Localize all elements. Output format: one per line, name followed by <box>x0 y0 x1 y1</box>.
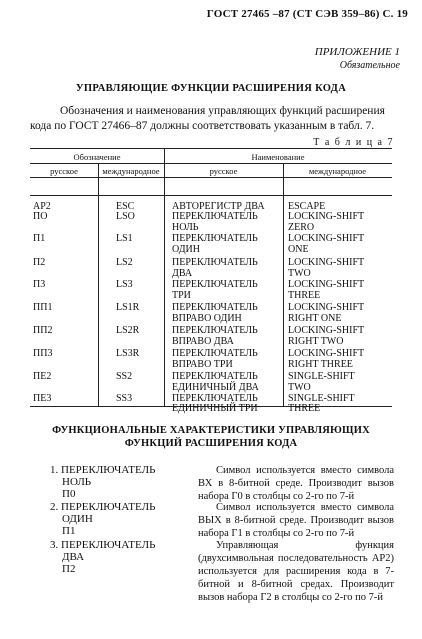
table-cell-int-name: ZERO <box>288 222 315 233</box>
table-cell-int-name: ESCAPE <box>288 201 326 212</box>
table-cell-ru-name: ПЕРЕКЛЮЧАТЕЛЬ <box>172 211 258 222</box>
table-cell-ru-name: ПЕРЕКЛЮЧАТЕЛЬ <box>172 325 258 336</box>
column-group-header: Наименование <box>251 152 305 162</box>
table-cell-int-name: LOCKING-SHIFT <box>288 302 365 313</box>
table-caption: Т а б л и ц а 7 <box>313 137 394 148</box>
table-cell-int-name: RIGHT ONE <box>288 313 342 324</box>
table-cell-int-code: LSO <box>116 211 135 222</box>
table-cell-int-name: TWO <box>288 382 311 393</box>
table-cell-ru-code: П2 <box>33 257 46 268</box>
function-name-line: ДВА <box>62 551 85 563</box>
table-cell-int-name: THREE <box>288 290 321 301</box>
table-divider <box>30 195 392 196</box>
function-name-line: 2. ПЕРЕКЛЮЧАТЕЛЬ <box>50 501 156 513</box>
table-divider <box>283 163 284 406</box>
table-cell-int-name: LOCKING-SHIFT <box>288 348 365 359</box>
table-cell-int-name: THREE <box>288 403 321 414</box>
table-cell-int-name: RIGHT TWO <box>288 336 344 347</box>
table-cell-int-code: SS2 <box>116 371 133 382</box>
table-cell-int-name: SINGLE-SHIFT <box>288 371 355 382</box>
table-cell-int-code: LS2 <box>116 257 133 268</box>
table-cell-int-name: LOCKING-SHIFT <box>288 257 365 268</box>
function-name-line: НОЛЬ <box>62 476 92 488</box>
table-cell-ru-name: ДВА <box>172 268 193 279</box>
table-cell-ru-name: ТРИ <box>172 290 191 301</box>
table-cell-ru-name: ПЕРЕКЛЮЧАТЕЛЬ <box>172 348 258 359</box>
table-7 <box>30 148 392 407</box>
table-cell-ru-name: ВПРАВО ТРИ <box>172 359 233 370</box>
function-name-line: ОДИН <box>62 513 93 525</box>
function-name-line: П1 <box>62 525 76 537</box>
table-cell-ru-code: П3 <box>33 279 46 290</box>
table-cell-ru-name: ПЕРЕКЛЮЧАТЕЛЬ <box>172 279 258 290</box>
function-name-line: 1. ПЕРЕКЛЮЧАТЕЛЬ <box>50 464 156 476</box>
table-cell-ru-code: ПП3 <box>33 348 53 359</box>
table-cell-ru-name: ЕДИНИЧНЫЙ ДВА <box>172 382 259 393</box>
running-header: ГОСТ 27465 –87 (СТ СЭВ 359–86) С. 19 <box>206 8 408 20</box>
table-cell-int-name: LOCKING-SHIFT <box>288 279 365 290</box>
column-header: международное <box>308 166 367 176</box>
function-name-line: П2 <box>62 563 76 575</box>
function-name-line: 3. ПЕРЕКЛЮЧАТЕЛЬ <box>50 539 156 551</box>
table-cell-int-code: LS2R <box>116 325 140 336</box>
table-divider <box>30 163 392 164</box>
table-cell-int-code: SS3 <box>116 393 133 404</box>
table-cell-ru-name: ПЕРЕКЛЮЧАТЕЛЬ <box>172 302 258 313</box>
table-cell-int-name: SINGLE-SHIFT <box>288 393 355 404</box>
appendix-label: ПРИЛОЖЕНИЕ 1 <box>314 46 400 58</box>
appendix-status: Обязательное <box>339 60 400 71</box>
table-cell-ru-code: ПЕ2 <box>33 371 52 382</box>
table-cell-ru-code: ПО <box>33 211 48 222</box>
intro-paragraph: Обозначения и наименования управляющих функций расширения кода по ГОСТ 27466–87 должны соответствовать указанным в табл. 7. <box>30 105 385 132</box>
table-divider <box>164 149 165 406</box>
table-cell-int-name: LOCKING-SHIFT <box>288 233 365 244</box>
table-cell-ru-name: НОЛЬ <box>172 222 199 233</box>
column-header: русское <box>50 166 78 176</box>
function-name-line: П0 <box>62 488 76 500</box>
table-cell-ru-code: ПП1 <box>33 302 53 313</box>
table-cell-ru-name: ПЕРЕКЛЮЧАТЕЛЬ <box>172 371 258 382</box>
section2-title: ФУНКЦИОНАЛЬНЫЕ ХАРАКТЕРИСТИКИ УПРАВЛЯЮЩИХ ФУНКЦИЙ РАСШИРЕНИЯ КОДА <box>52 425 370 449</box>
column-header: русское <box>209 166 238 176</box>
column-header: международное <box>102 166 160 176</box>
table-cell-int-code: LS3R <box>116 348 140 359</box>
table-cell-ru-name: АВТОРЕГИСТР ДВА <box>172 201 265 212</box>
table-cell-ru-name: ОДИН <box>172 244 200 255</box>
table-cell-int-name: ONE <box>288 244 309 255</box>
table-cell-int-name: LOCKING-SHIFT <box>288 211 365 222</box>
function-description: Символ используется вместо символа ВЫХ в 8-битной среде. Производит вызов набора Г1 в столбцы со 2-го по 7-й <box>198 502 394 539</box>
table-cell-ru-code: ПЕ3 <box>33 393 52 404</box>
table-divider <box>98 163 99 406</box>
table-cell-ru-name: ПЕРЕКЛЮЧАТЕЛЬ <box>172 393 258 404</box>
table-divider <box>30 177 392 178</box>
section-title: УПРАВЛЯЮЩИЕ ФУНКЦИИ РАСШИРЕНИЯ КОДА <box>75 83 347 94</box>
table-cell-int-name: LOCKING-SHIFT <box>288 325 365 336</box>
table-cell-ru-name: ВПРАВО ДВА <box>172 336 234 347</box>
table-cell-ru-code: П1 <box>33 233 46 244</box>
function-description: Управляющая функция (двухсимвольная последовательность АР2) используется для расширения кода в 7-битной и 8-битной средах. Производит вызов набора Г2 в столбцы со 2-го по 7-й <box>198 540 394 603</box>
table-cell-int-name: TWO <box>288 268 311 279</box>
table-cell-int-code: LS1R <box>116 302 140 313</box>
column-group-header: Обозначение <box>73 152 121 162</box>
table-cell-int-code: LS3 <box>116 279 133 290</box>
table-cell-int-code: ESC <box>116 201 135 212</box>
table-cell-ru-code: ПП2 <box>33 325 53 336</box>
table-cell-ru-code: АР2 <box>33 201 51 212</box>
table-cell-ru-name: ЕДИНИЧНЫЙ ТРИ <box>172 403 258 414</box>
table-cell-int-name: RIGHT THREE <box>288 359 353 370</box>
table-cell-ru-name: ПЕРЕКЛЮЧАТЕЛЬ <box>172 233 258 244</box>
table-cell-int-code: LS1 <box>116 233 133 244</box>
function-description: Символ используется вместо символа ВХ в 8-битной среде. Производит вызов набора Г0 в столбцы со 2-го по 7-й <box>198 465 394 502</box>
table-cell-ru-name: ВПРАВО ОДИН <box>172 313 242 324</box>
table-cell-ru-name: ПЕРЕКЛЮЧАТЕЛЬ <box>172 257 258 268</box>
